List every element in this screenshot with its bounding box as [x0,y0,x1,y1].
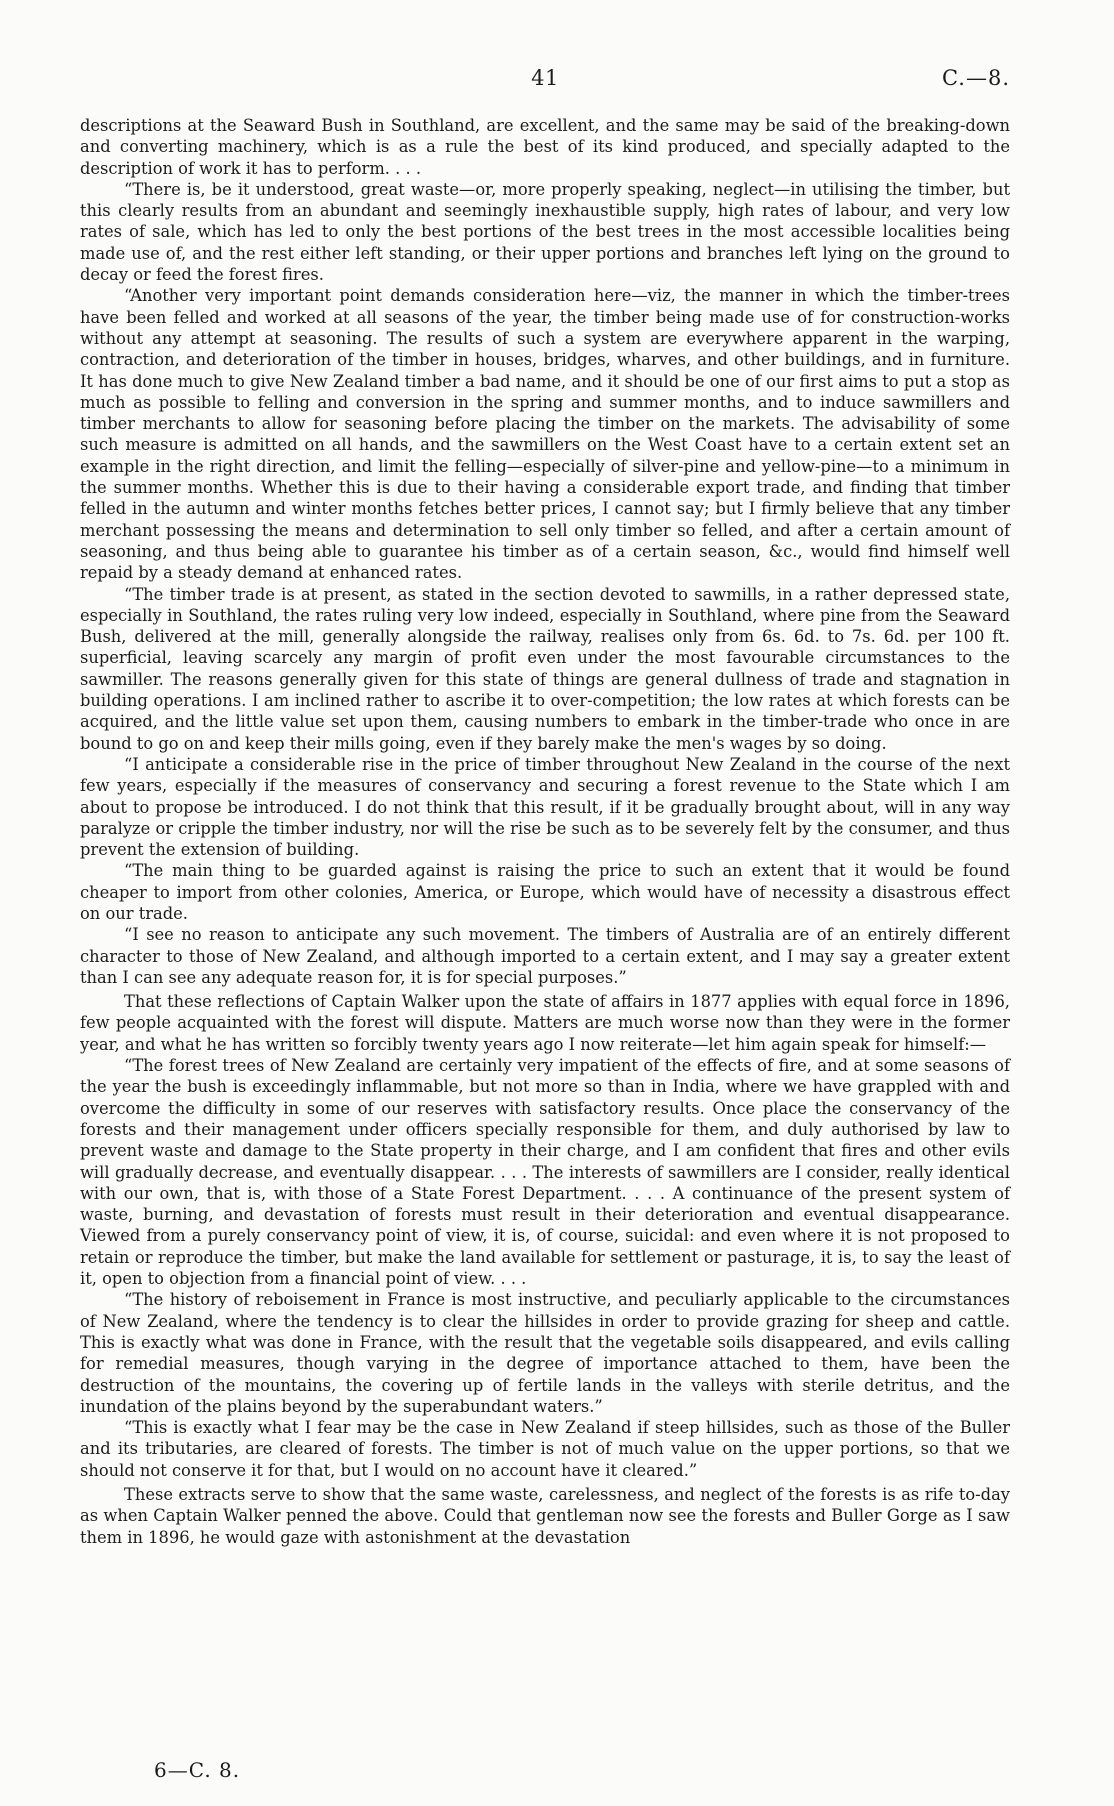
page-number: 41 [531,66,559,90]
page-footer-signature: 6—C. 8. [154,1758,241,1782]
paragraph: “Another very important point demands consideration here—viz, the manner in which the timber-trees have been felled and worked at all seasons of the year, the timber being made use of for construction-works without any attempt at seasoning. The results of such a system are everywhere apparent in the warping, contraction, and deterioration of the timber in houses, bridges, wharves, and other buildings, and in furniture. It has done much to give New Zealand timber a bad name, and it should be one of our first aims to put a stop as much as possible to felling and conversion in the spring and summer months, and to induce sawmillers and timber merchants to allow for seasoning before placing the timber on the markets. The advisability of some such measure is admitted on all hands, and the sawmillers on the West Coast have to a certain extent set an example in the right direction, and limit the felling—especially of silver-pine and yellow-pine—to a minimum in the summer months. Whether this is due to their having a considerable export trade, and finding that timber felled in the autumn and winter months fetches better prices, I cannot say; but I firmly believe that any timber merchant possessing the means and determination to sell only timber so felled, and after a certain amount of seasoning, and thus being able to guarantee his timber as of a certain season, &c., would find himself well repaid by a steady demand at enhanced rates. [80,286,1010,583]
paragraph: “The history of reboisement in France is most instructive, and peculiarly applicable to the circumstances of New Zealand, where the tendency is to clear the hillsides in order to provide grazing for sheep and cattle. This is exactly what was done in France, with the result that the vegetable soils disappeared, and evils calling for remedial measures, though varying in the degree of importance attached to them, have been the destruction of the mountains, the covering up of fertile lands in the valleys with sterile detritus, and the inundation of the plains beyond by the superabundant waters.” [80,1290,1010,1416]
paragraph: These extracts serve to show that the same waste, carelessness, and neglect of the forests is as rife to-day as when Captain Walker penned the above. Could that gentleman now see the forests and Buller Gorge as I saw them in 1896, he would gaze with astonishment at the devastation [80,1485,1010,1547]
body-text [80,115,1010,1548]
paragraph: “The timber trade is at present, as stated in the section devoted to sawmills, in a rather depressed state, especially in Southland, the rates ruling very low indeed, especially in Southland, where pine from the Seaward Bush, delivered at the mill, generally alongside the railway, realises only from 6s. 6d. to 7s. 6d. per 100 ft. superficial, leaving scarcely any margin of profit even under the most favourable circumstances to the sawmiller. The reasons generally given for this state of things are general dullness of trade and stagnation in building operations. I am inclined rather to ascribe it to over-competition; the low rates at which forests can be acquired, and the little value set upon them, causing numbers to embark in the timber-trade who once in are bound to go on and keep their mills going, even if they barely make the men's wages by so doing. [80,584,1010,753]
paragraph: “This is exactly what I fear may be the case in New Zealand if steep hillsides, such as those of the Buller and its tributaries, are cleared of forests. The timber is not of much value on the upper portions, so that we should not conserve it for that, but I would on no account have it cleared.” [80,1418,1010,1480]
paragraph: “The forest trees of New Zealand are certainly very impatient of the effects of fire, and at some seasons of the year the bush is exceedingly inflammable, but not more so than in India, where we have grappled with and overcome the difficulty in some of our reserves with satisfactory results. Once place the conservancy of the forests and their management under officers specially responsible for them, and duly authorised by law to prevent waste and damage to the State property in their charge, and I am confident that fires and other evils will gradually decrease, and eventually disappear. . . . The interests of sawmillers are I consider, really identical with our own, that is, with those of a State Forest Department. . . . A continuance of the present system of waste, burning, and devastation of forests must result in their deterioration and eventual disappearance. Viewed from a purely conservancy point of view, it is, of course, suicidal: and even where it is not proposed to retain or reproduce the timber, but make the land available for settlement or pasturage, it is, to say the least of it, open to objection from a financial point of view. . . . [80,1056,1010,1289]
paragraph: “The main thing to be guarded against is raising the price to such an extent that it would be found cheaper to import from other colonies, America, or Europe, which would have of necessity a disastrous effect on our trade. [80,861,1010,923]
document-reference: C.—8. [941,66,1010,90]
page-header [80,66,1010,94]
paragraph: “I anticipate a considerable rise in the price of timber throughout New Zealand in the course of the next few years, especially if the measures of conservancy and securing a forest revenue to the State which I am about to propose be introduced. I do not think that this result, if it be gradually brought about, will in any way paralyze or cripple the timber industry, nor will the rise be such as to be severely felt by the consumer, and thus prevent the extension of building. [80,754,1010,860]
paragraph: That these reflections of Captain Walker upon the state of affairs in 1877 applies with equal force in 1896, few people acquainted with the forest will dispute. Matters are much worse now than they were in the former year, and what he has written so forcibly twenty years ago I now reiterate—let him again speak for himself:— [80,992,1010,1054]
paragraph: “I see no reason to anticipate any such movement. The timbers of Australia are of an entirely different character to those of New Zealand, and although imported to a certain extent, and I may say a greater extent than I can see any adequate reason for, it is for special purposes.” [80,925,1010,987]
paragraph: descriptions at the Seaward Bush in Southland, are excellent, and the same may be said of the breaking-down and converting machinery, which is as a rule the best of its kind produced, and specially adapted to the description of work it has to perform. . . . [80,116,1010,178]
paragraph: “There is, be it understood, great waste—or, more properly speaking, neglect—in utilising the timber, but this clearly results from an abundant and seemingly inexhaustible supply, high rates of labour, and very low rates of sale, which has led to only the best portions of the best trees in the most accessible localities being made use of, and the rest either left standing, or their upper portions and branches left lying on the ground to decay or feed the forest fires. [80,179,1010,285]
